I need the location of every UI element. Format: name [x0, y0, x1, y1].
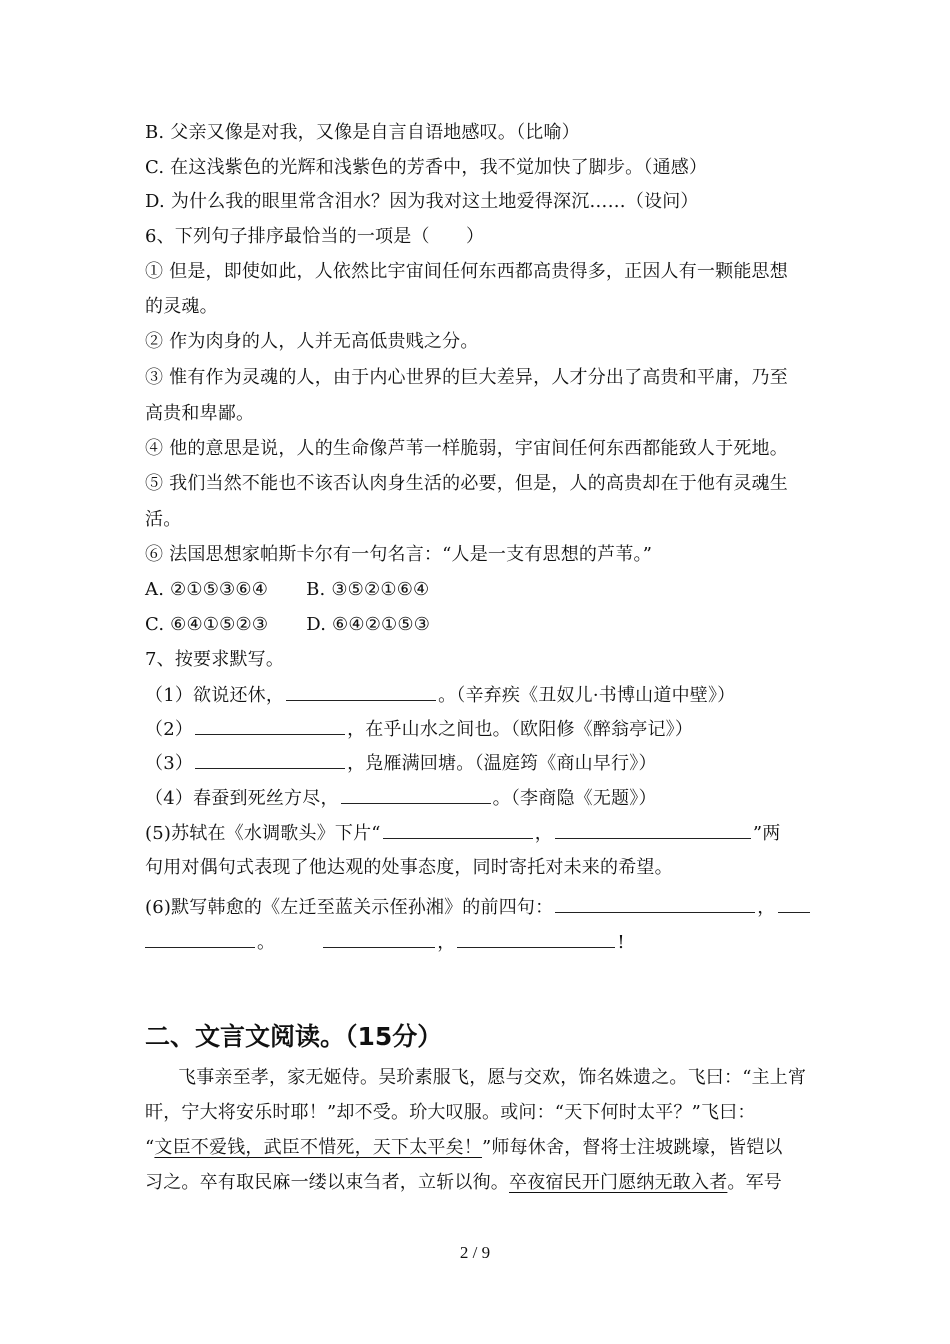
answer-blank[interactable]	[383, 821, 533, 839]
answer-blank[interactable]	[555, 895, 755, 913]
q6-sentence-5-cont: 活。	[145, 509, 182, 530]
q5-option-c: C. 在这浅紫色的光辉和浅紫色的芳香中，我不觉加快了脚步。（通感）	[145, 157, 708, 178]
q7-item-6-comma: ，	[757, 897, 776, 918]
q7-item-2	[145, 717, 810, 742]
q6-stem: 6、下列句子排序最恰当的一项是（ ）	[145, 226, 485, 247]
q6-sentence-4: ④ 他的意思是说，人的生命像芦苇一样脆弱，宇宙间任何东西都能致人于死地。	[145, 438, 788, 459]
q7-item-5-text: (5)苏轼在《水调歌头》下片“	[145, 823, 381, 844]
answer-blank[interactable]	[286, 683, 436, 701]
q6-option-a: A. ②①⑤③⑥④	[145, 579, 269, 600]
q7-item-3-text: （3）	[145, 753, 194, 774]
page-number: 2 / 9	[459, 1243, 491, 1262]
q6-sentence-5: ⑤ 我们当然不能也不该否认肉身生活的必要，但是，人的高贵却在于他有灵魂生	[145, 473, 788, 494]
q6-sentence-3-cont: 高贵和卑鄙。	[145, 403, 255, 424]
q7-item-3	[145, 751, 810, 776]
passage-line-2: 旰，宁大将安乐时耶！”却不受。玠大叹服。或问：“天下何时太平？”飞曰：	[145, 1102, 756, 1123]
q7-item-2-source: ，在乎山水之间也。（欧阳修《醉翁亭记》）	[347, 719, 694, 740]
q7-item-1	[145, 683, 810, 708]
q5-option-d: D. 为什么我的眼里常含泪水？因为我对这土地爱得深沉……（设问）	[145, 191, 699, 212]
q7-item-2-text: （2）	[145, 719, 194, 740]
q7-item-3-source: ，凫雁满回塘。（温庭筠《商山早行》）	[347, 753, 657, 774]
q7-item-4-source: 。（李商隐《无题》）	[492, 788, 657, 809]
q6-sentence-2: ② 作为肉身的人，人并无高低贵贱之分。	[145, 331, 479, 352]
answer-blank[interactable]	[457, 930, 615, 948]
q6-options-row-2	[145, 613, 810, 637]
underlined-sentence-1: 文臣不爱钱，武臣不惜死，天下太平矣！	[154, 1137, 483, 1158]
passage-line-3-rest: ”师每休舍，督将士注坡跳壕，皆铠以	[482, 1137, 783, 1158]
q7-stem: 7、按要求默写。	[145, 649, 285, 670]
q7-item-6-text: (6)默写韩愈的《左迁至蓝关示侄孙湘》的前四句：	[145, 897, 554, 918]
answer-blank[interactable]	[778, 895, 810, 913]
q7-item-4	[145, 786, 810, 811]
answer-blank[interactable]	[145, 930, 255, 948]
q6-option-d: D. ⑥④②①⑤③	[306, 614, 431, 635]
q6-sentence-1: ① 但是，即使如此，人依然比宇宙间任何东西都高贵得多，正因人有一颗能思想	[145, 261, 788, 282]
q7-item-4-text: （4）春蚕到死丝方尽，	[145, 788, 339, 809]
q6-sentence-6: ⑥ 法国思想家帕斯卡尔有一句名言：“人是一支有思想的芦苇。”	[145, 544, 653, 565]
q7-item-5-end: ”两	[752, 823, 781, 844]
q5-option-b: B. 父亲又像是对我，又像是自言自语地感叹。（比喻）	[145, 122, 580, 143]
passage-line-4-start: 习之。卒有取民麻一缕以束刍者，立斩以徇。	[145, 1172, 509, 1193]
passage-line-1: 飞事亲至孝，家无姬侍。吴玠素服飞，愿与交欢，饰名姝遗之。飞曰：“主上宵	[178, 1067, 807, 1088]
passage-line-4	[145, 1171, 810, 1195]
q6-sentence-3: ③ 惟有作为灵魂的人，由于内心世界的巨大差异，人才分出了高贵和平庸，乃至	[145, 367, 788, 388]
answer-blank[interactable]	[195, 751, 345, 769]
q7-item-5	[145, 821, 810, 846]
answer-blank[interactable]	[195, 717, 345, 735]
q6-options-row-1	[145, 578, 810, 602]
answer-blank[interactable]	[323, 930, 435, 948]
passage-quote-open: “	[145, 1137, 155, 1158]
q7-item-1-source: 。（辛弃疾《丑奴儿·书博山道中壁》）	[438, 685, 736, 706]
q6-sentence-1-cont: 的灵魂。	[145, 296, 218, 317]
section-2-heading: 二、文言文阅读。（15分）	[145, 1022, 443, 1051]
q7-item-6-comma-2: ，	[437, 932, 456, 953]
q6-option-b: B. ③⑤②①⑥④	[306, 579, 430, 600]
q7-item-6	[145, 895, 810, 920]
answer-blank[interactable]	[555, 821, 751, 839]
q7-item-5-comma: ，	[534, 823, 553, 844]
q6-option-c: C. ⑥④①⑤②③	[145, 614, 269, 635]
passage-line-4-end: 。军号	[727, 1172, 783, 1193]
q7-item-6-period: 。	[257, 932, 276, 953]
q7-item-5-cont: 句用对偶句式表现了他达观的处事态度，同时寄托对未来的希望。	[145, 857, 673, 878]
q7-item-6-exclaim: !	[617, 932, 625, 953]
passage-line-3	[145, 1136, 810, 1160]
q7-item-1-text: （1）欲说还休，	[145, 685, 285, 706]
underlined-sentence-2: 卒夜宿民开门愿纳无敢入者	[509, 1172, 728, 1193]
answer-blank[interactable]	[341, 786, 491, 804]
q7-item-6-cont	[145, 930, 810, 955]
